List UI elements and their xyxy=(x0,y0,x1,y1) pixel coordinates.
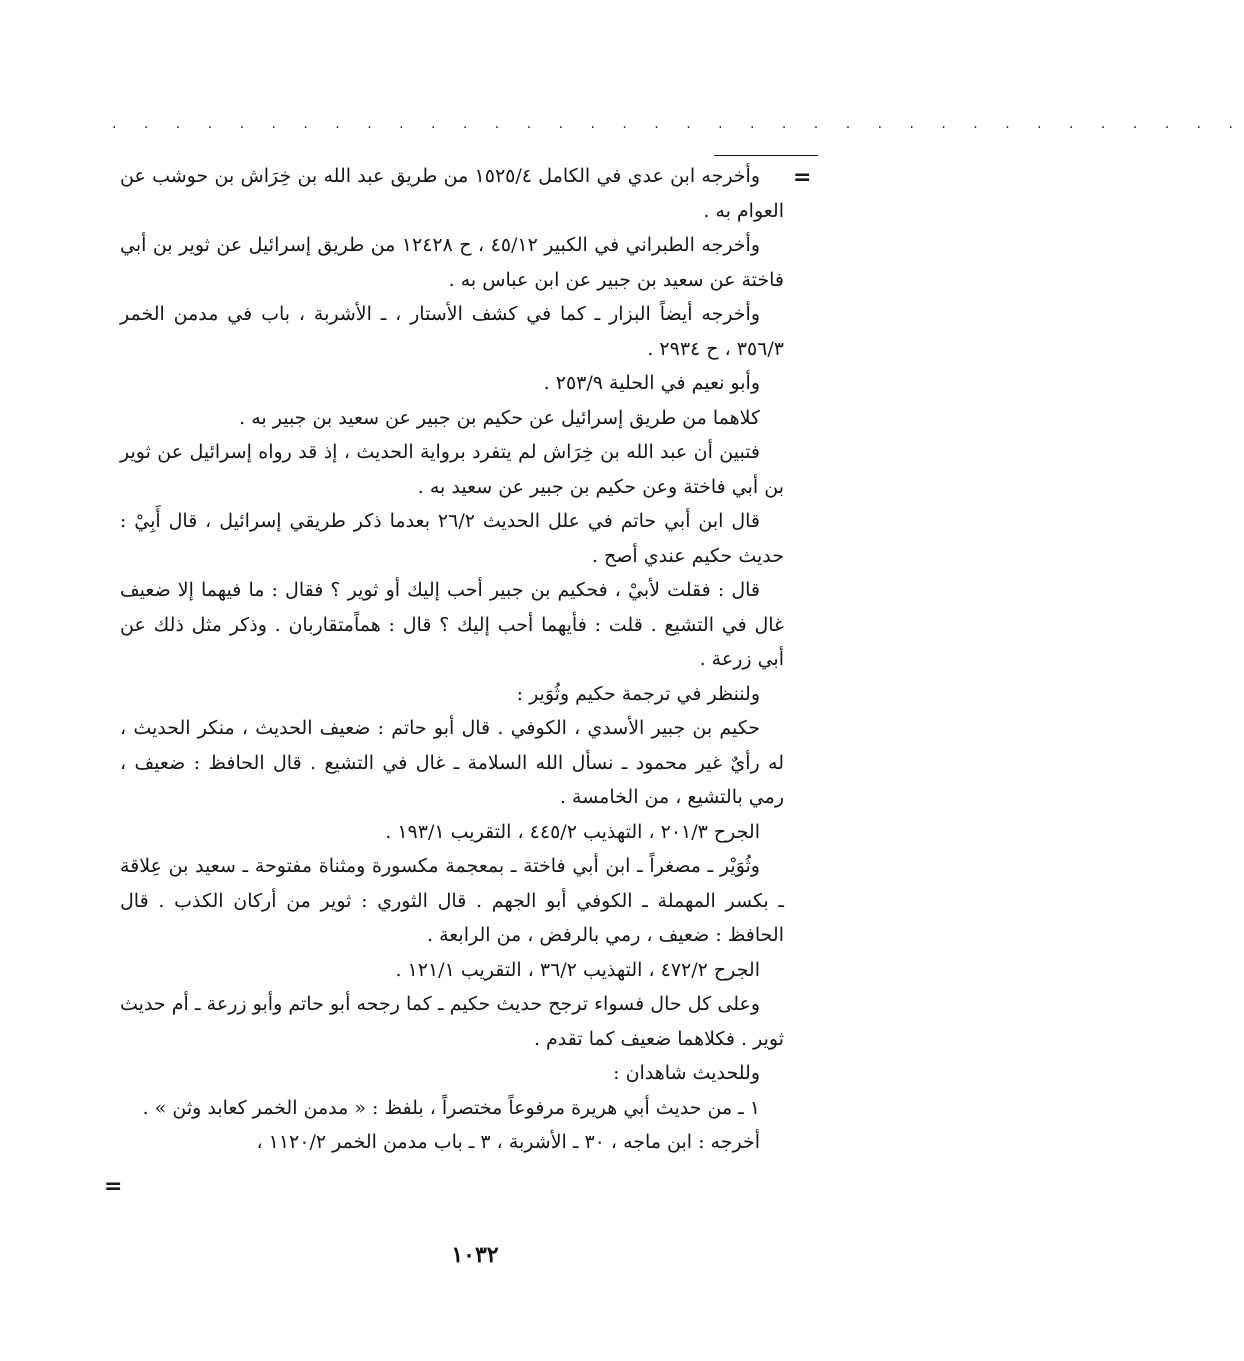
footnote-text xyxy=(120,159,784,1160)
paragraph: وثُوَيْر ـ مصغراً ـ ابن أبي فاختة ـ بمعجمة مكسورة ومثناة مفتوحة ـ سعيد بن عِلاقة ـ بكسر المهملة ـ الكوفي أبو الجهم . قال الثوري : ثوير من أركان الكذب . قال الحافظ : ضعيف ، رمي بالرفض ، من الرابعة . xyxy=(120,855,784,946)
paragraph: ولننظر في ترجمة حكيم وثُوَير : xyxy=(516,682,760,705)
page-number: ١٠٣٢ xyxy=(451,1242,499,1268)
paragraph: وأخرجه الطبراني في الكبير ٤٥/١٢ ، ح ١٢٤٢٨ من طريق إسرائيل عن ثوير بن أبي فاختة عن سعيد بن جبير عن ابن عباس به . xyxy=(120,234,784,291)
paragraph: أخرجه : ابن ماجه ، ٣٠ ـ الأشربة ، ٣ ـ باب مدمن الخمر ١١٢٠/٢ ، xyxy=(256,1131,760,1153)
paragraph: حكيم بن جبير الأسدي ، الكوفي . قال أبو حاتم : ضعيف الحديث ، منكر الحديث ، له رأيٌ غير محمود ـ نسأل الله السلامة ـ غال في التشيع . قال الحافظ : ضعيف ، رمي بالتشيع ، من الخامسة . xyxy=(120,717,784,808)
paragraph: وأخرجه أيضاً البزار ـ كما في كشف الأستار ، ـ الأشربة ، باب في مدمن الخمر ٣٥٦/٣ ، ح ٢٩٣٤ . xyxy=(120,303,784,360)
paragraph: ١ ـ من حديث أبي هريرة مرفوعاً مختصراً ، بلفظ : « مدمن الخمر كعابد وثن » . xyxy=(142,1096,760,1119)
paragraph: الجرح ٢٠١/٣ ، التهذيب ٤٤٥/٢ ، التقريب ١٩٣/١ . xyxy=(385,820,760,843)
continuation-mark-bottom: = xyxy=(104,1174,123,1199)
header-dots: . . . . . . . . . . . . . . . . . . . . . . . . . . . . . . . . . . . . xyxy=(112,116,1244,132)
footnote-separator-rule xyxy=(714,155,818,156)
paragraph: قال ابن أبي حاتم في علل الحديث ٢٦/٢ بعدما ذكر طريقي إسرائيل ، قال أَبِيْ : حديث حكيم عندي أصح . xyxy=(120,510,784,567)
paragraph: كلاهما من طريق إسرائيل عن حكيم بن جبير عن سعيد بن جبير به . xyxy=(239,406,760,429)
paragraph: وللحديث شاهدان : xyxy=(613,1062,760,1084)
paragraph: فتبين أن عبد الله بن خِرَاش لم يتفرد برواية الحديث ، إذ قد رواه إسرائيل عن ثوير بن أبي فاختة وعن حكيم بن جبير عن سعيد به . xyxy=(120,441,784,498)
paragraph: الجرح ٤٧٢/٢ ، التهذيب ٣٦/٢ ، التقريب ١٢١/١ . xyxy=(395,958,760,981)
continuation-mark-top: = xyxy=(793,165,812,190)
paragraph: قال : فقلت لأبيْ ، فحكيم بن جبير أحب إليك أو ثوير ؟ فقال : ما فيهما إلا ضعيف غال في التشيع . قلت : فأيهما أحب إليك ؟ قال : هماًمتقاربان . وذكر مثل ذلك عن أبي زرعة . xyxy=(120,579,784,670)
paragraph: وأخرجه ابن عدي في الكامل ١٥٢٥/٤ من طريق عبد الله بن خِرَاش بن حوشب عن العوام به . xyxy=(120,165,784,222)
paragraph: وعلى كل حال فسواء ترجح حديث حكيم ـ كما رجحه أبو حاتم وأبو زرعة ـ أم حديث ثوير . فكلاهما ضعيف كما تقدم . xyxy=(120,993,784,1050)
paragraph: وأبو نعيم في الحلية ٢٥٣/٩ . xyxy=(543,372,760,394)
